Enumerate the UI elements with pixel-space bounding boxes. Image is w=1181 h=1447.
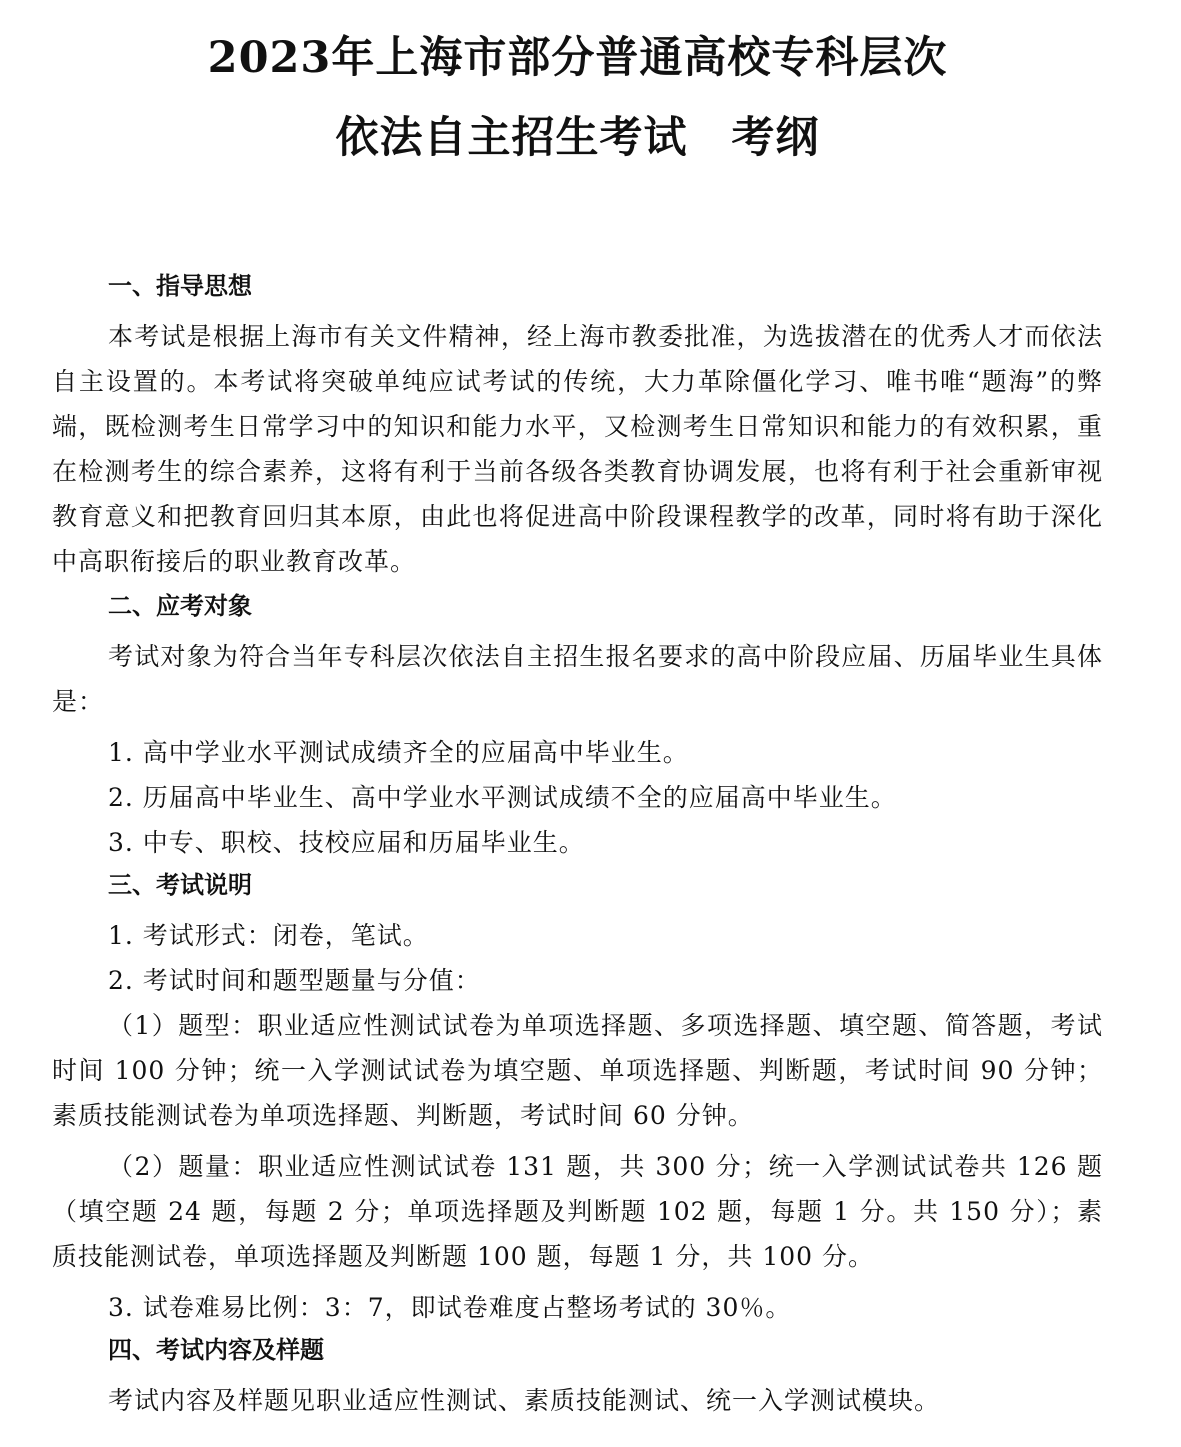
section-heading: 二、应考对象 (108, 592, 252, 620)
list-item: 2. 考试时间和题型题量与分值： (108, 966, 481, 995)
title-line-2: 依法自主招生考试 考纲 (335, 113, 820, 163)
title-line-1: 2023年上海市部分普通高校专科层次 (207, 33, 948, 83)
section-heading: 三、考试说明 (108, 871, 252, 899)
document-title (52, 34, 1103, 162)
body-paragraph: （1）题型：职业适应性测试试卷为单项选择题、多项选择题、填空题、简答题，考试时间 100 分钟；统一入学测试试卷为填空题、单项选择题、判断题，考试时间 90 分钟；素质技能测试卷为单项选择题、判断题，考试时间 60 分钟。 (52, 1011, 1103, 1130)
list-item: 1. 高中学业水平测试成绩齐全的应届高中毕业生。 (108, 738, 689, 767)
body-paragraph: （2）题量：职业适应性测试试卷 131 题，共 300 分；统一入学测试试卷共 126 题（填空题 24 题，每题 2 分；单项选择题及判断题 102 题，每题 1 分。共 150 分）；素质技能测试卷，单项选择题及判断题 100 题，每题 1 分，共 100 分。 (52, 1152, 1103, 1271)
body-paragraph: 考试内容及样题见职业适应性测试、素质技能测试、统一入学测试模块。 (108, 1386, 941, 1415)
list-item: 3. 试卷难易比例：3：7，即试卷难度占整场考试的 30％。 (108, 1293, 792, 1322)
section-candidates (52, 590, 1103, 865)
section-heading: 四、考试内容及样题 (108, 1336, 324, 1364)
document-body (52, 270, 1103, 1423)
list-item: 3. 中专、职校、技校应届和历届毕业生。 (108, 828, 585, 857)
list-item: 1. 考试形式：闭卷，笔试。 (108, 921, 429, 950)
section-heading: 一、指导思想 (108, 272, 252, 300)
list-item: 2. 历届高中毕业生、高中学业水平测试成绩不全的应届高中毕业生。 (108, 783, 897, 812)
section-guiding-thought (52, 270, 1103, 584)
section-content-samples (52, 1334, 1103, 1423)
section-exam-description (52, 869, 1103, 1330)
body-paragraph: 考试对象为符合当年专科层次依法自主招生报名要求的高中阶段应届、历届毕业生具体是： (52, 642, 1103, 716)
body-paragraph: 本考试是根据上海市有关文件精神，经上海市教委批准，为选拔潜在的优秀人才而依法自主设置的。本考试将突破单纯应试考试的传统，大力革除僵化学习、唯书唯“题海”的弊端，既检测考生日常学习中的知识和能力水平，又检测考生日常知识和能力的有效积累，重在检测考生的综合素养，这将有利于当前各级各类教育协调发展，也将有利于社会重新审视教育意义和把教育回归其本原，由此也将促进高中阶段课程教学的改革，同时将有助于深化中高职衔接后的职业教育改革。 (52, 322, 1103, 576)
